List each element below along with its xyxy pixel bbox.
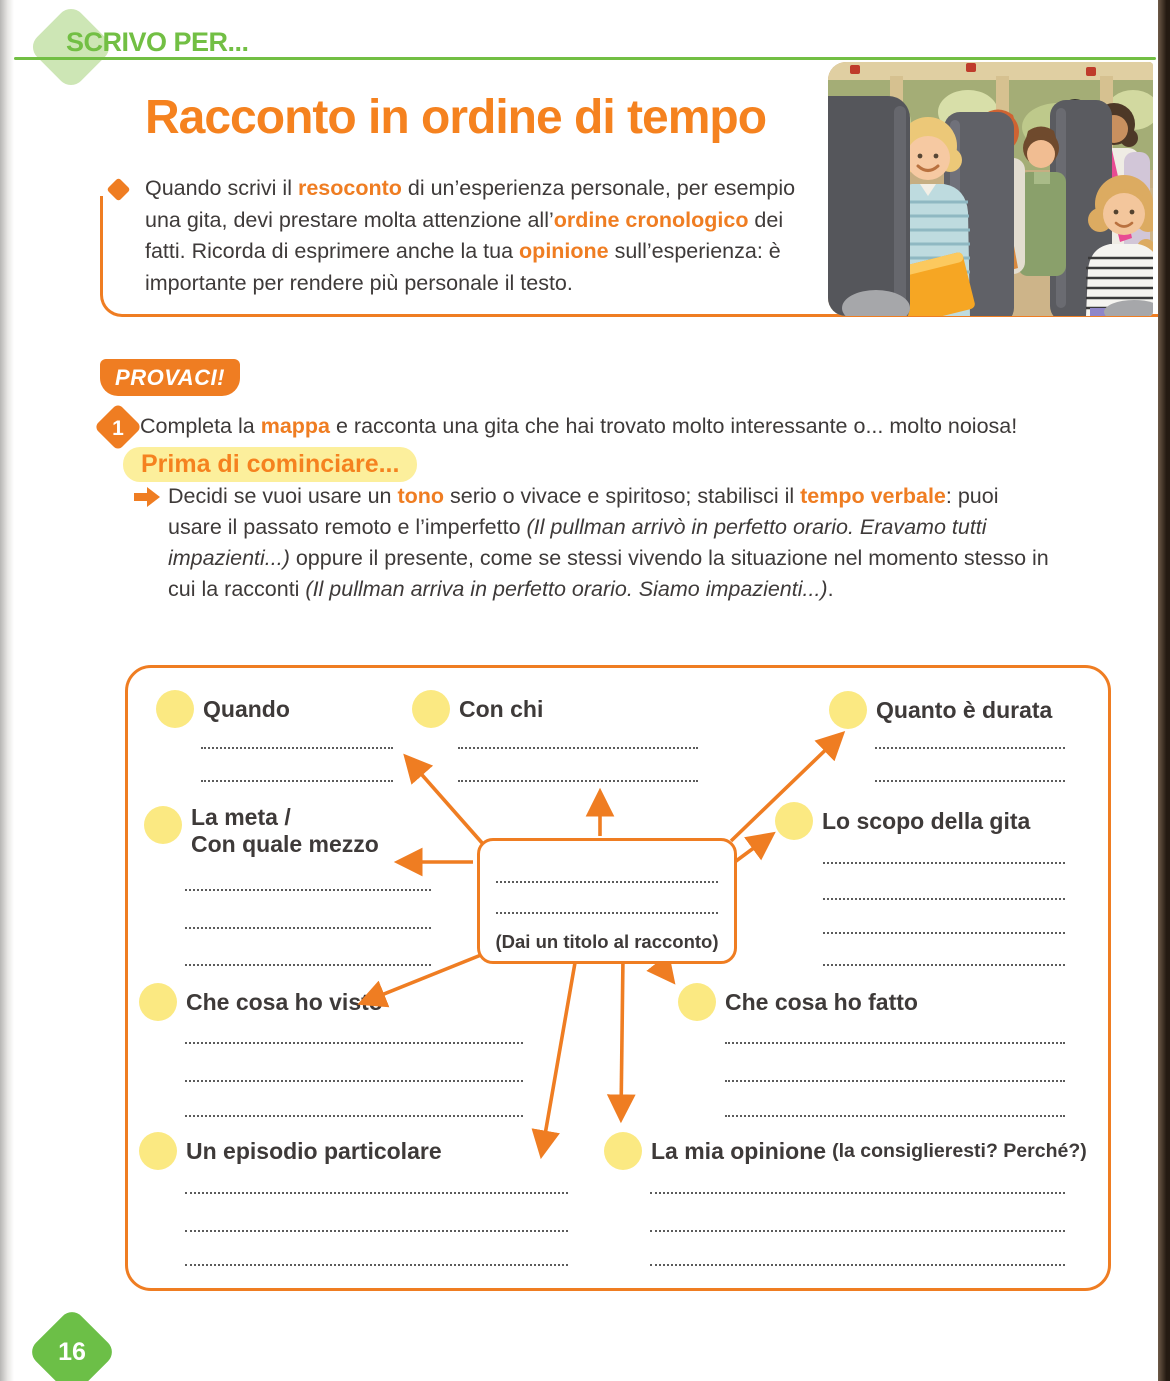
map-center-title-box (477, 838, 737, 964)
write-line (496, 912, 718, 914)
before-start-highlight: Prima di cominciare... (123, 447, 417, 482)
section-kicker: SCRIVO PER... (66, 27, 249, 57)
story-mind-map (125, 665, 1111, 1291)
map-node-quando: Quando (156, 690, 290, 728)
page-title: Racconto in ordine di tempo (145, 91, 767, 144)
exercise-number: 1 (112, 417, 124, 440)
school-bus-photo (828, 62, 1153, 316)
exercise-instruction: Completa la mappa e racconta una gita che hai trovato molto interessante o... molto noiosa! (140, 414, 1018, 438)
map-node-la-meta: La meta / Con quale mezzo (144, 804, 379, 858)
page-right-edge (1158, 0, 1170, 1381)
map-node-con-chi: Con chi (412, 690, 543, 728)
page-left-edge (0, 0, 14, 1381)
map-node-che-cosa-ho-visto: Che cosa ho visto (139, 983, 383, 1021)
before-start-paragraph: Decidi se vuoi usare un tono serio o vivace e spiritoso; stabilisci il tempo verbale: puoi usare il passato remoto e l’imperfetto (Il pullman arrivò in perfetto orario. Eravamo tutti impazienti...) oppure il presente, come se stessi vivendo la situazione nel momento stesso in cui la racconti (Il pullman arriva in perfetto orario. Siamo impazienti...). (168, 484, 1049, 601)
map-arrows (128, 668, 1108, 1288)
bus-illustration (828, 62, 1153, 316)
provaci-badge: PROVACI! (100, 359, 240, 396)
map-node-la-mia-opinione: La mia opinione (la consiglieresti? Perché?) (604, 1132, 1087, 1170)
map-node-quanto-e-durata: Quanto è durata (829, 691, 1052, 729)
intro-paragraph: Quando scrivi il resoconto di un’esperienza personale, per esempio una gita, devi prestare molta attenzione all’ordine cronologico dei fatti. Ricorda di esprimere anche la tua opinione sull’esperienza: è importante per rendere più personale il testo. (145, 176, 796, 295)
center-box-hint: (Dai un titolo al racconto) (495, 931, 719, 952)
arrow-bullet-icon (134, 487, 160, 507)
map-node-un-episodio: Un episodio particolare (139, 1132, 442, 1170)
page-number: 16 (58, 1337, 86, 1366)
map-node-lo-scopo: Lo scopo della gita (775, 802, 1030, 840)
kid-green-shirt (1018, 127, 1066, 277)
map-node-che-cosa-ho-fatto: Che cosa ho fatto (678, 983, 918, 1021)
write-line (496, 881, 718, 883)
